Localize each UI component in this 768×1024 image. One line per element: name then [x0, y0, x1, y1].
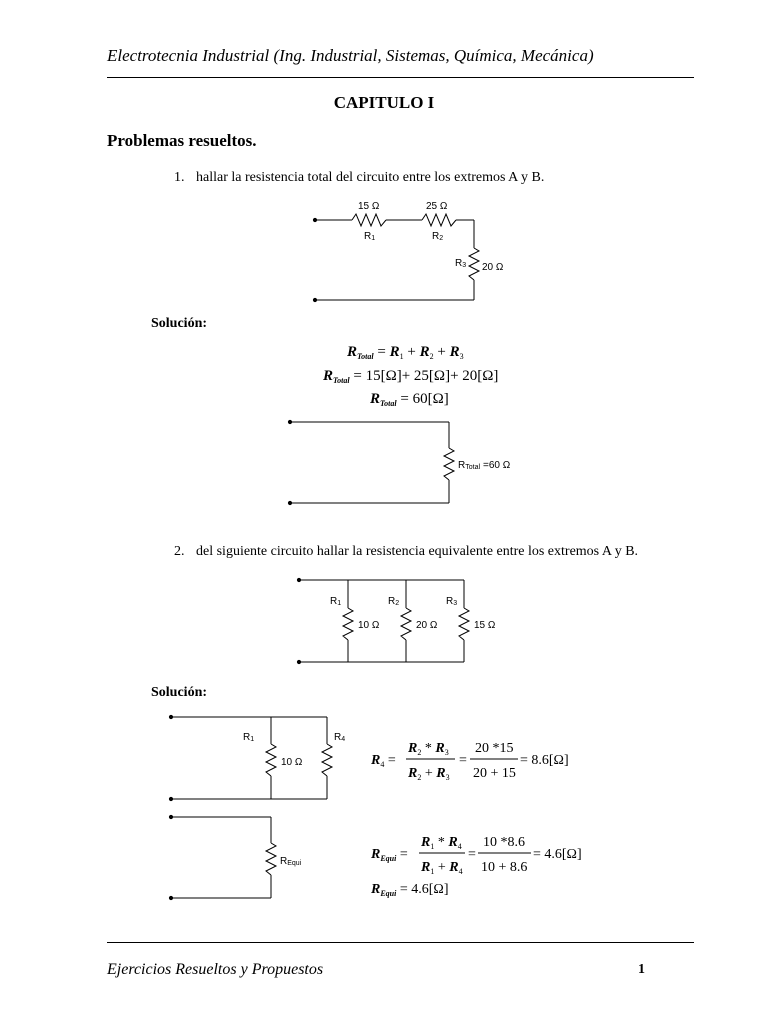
- problem-1-number: 1.: [174, 170, 185, 185]
- svg-text:R4 =: $R_4$ =: [371, 753, 396, 769]
- page-number: 1: [638, 962, 645, 977]
- p2-step-r1-label: R1: [243, 732, 255, 743]
- p2-step-r4-label: R4: [334, 732, 346, 743]
- problem-1-text: hallar la resistencia total del circuito entre los extremos A y B.: [196, 170, 545, 185]
- problem-2-solution-label: Solución:: [151, 685, 208, 700]
- p2-r1-label: R1: [330, 596, 342, 607]
- p1-result-label: RTotal =60 Ω: [458, 460, 511, 471]
- p2-eq-r4: [370, 741, 569, 782]
- document-header: Electrotecnia Industrial (Ing. Industrial, Sistemas, Química, Mecánica): [107, 46, 594, 65]
- p1-r1-value: 15 Ω: [358, 201, 380, 212]
- p1-r2-label: R2: [432, 231, 444, 242]
- p2-equiv-label: REqui: [280, 856, 302, 867]
- p1-r3-value: 20 Ω: [482, 262, 504, 273]
- svg-text:= 8.6[Ω]: = 8.6[Ω]: [520, 753, 569, 768]
- svg-text:20 + 15: 20 + 15: [473, 766, 516, 781]
- p2-r1-value: 10 Ω: [358, 620, 380, 631]
- problem-2-number: 2.: [174, 544, 185, 559]
- problem-1-solution-label: Solución:: [151, 316, 208, 331]
- p2-r3-label: R3: [446, 596, 458, 607]
- p2-step-r1-value: 10 Ω: [281, 757, 303, 768]
- svg-text:RTotal = 15[Ω]+ 25[Ω]+ 20[Ω]: $R_{Total} = 15[\Omega]+ 25[\Omega]+ 20[\Omega]$: [323, 368, 499, 385]
- svg-text:R1 * R4: $R_1 * R_4$: [421, 835, 462, 851]
- svg-text:RTotal = R1 + R2 + R3: $R_{Total} = R_1 + R_2 + R_3$: [347, 344, 464, 361]
- p2-r2-value: 20 Ω: [416, 620, 438, 631]
- svg-text:= 4.6[Ω]: = 4.6[Ω]: [533, 847, 582, 862]
- svg-text:R2 + R3: $R_2 + R_3$: [408, 766, 450, 782]
- p1-r3-label: R3: [455, 258, 467, 269]
- svg-text:=: =: [468, 847, 476, 862]
- problem-2-text: del siguiente circuito hallar la resistencia equivalente entre los extremos A y B.: [196, 544, 639, 559]
- p2-r2-label: R2: [388, 596, 400, 607]
- section-title: Problemas resueltos.: [107, 131, 257, 150]
- svg-text:R2 * R3: $R_2 * R_3$: [408, 741, 449, 757]
- svg-text:10 *8.6: 10 *8.6: [483, 835, 525, 850]
- svg-text:R1 + R4: $R_1 + R_4$: [421, 860, 463, 876]
- svg-text:RTotal = 60[Ω]: $R_{Total} = 60[\Omega]$: [370, 391, 449, 408]
- svg-text:10 + 8.6: 10 + 8.6: [481, 860, 528, 875]
- footer-rule: [107, 942, 694, 943]
- chapter-title: CAPITULO I: [333, 93, 435, 112]
- svg-text:REqui =: $R_{Equi}$ =: [371, 847, 408, 863]
- p1-r2-value: 25 Ω: [426, 201, 448, 212]
- p2-eq-equi: [370, 835, 582, 898]
- footer-title: Ejercicios Resueltos y Propuestos: [107, 961, 324, 978]
- p1-r1-label: R1: [364, 231, 376, 242]
- svg-text:20 *15: 20 *15: [475, 741, 514, 756]
- svg-text:REqui = 4.6[Ω]: $R_{Equi} = 4.6[\Omega]$: [371, 882, 449, 898]
- svg-text:=: =: [459, 753, 467, 768]
- p2-r3-value: 15 Ω: [474, 620, 496, 631]
